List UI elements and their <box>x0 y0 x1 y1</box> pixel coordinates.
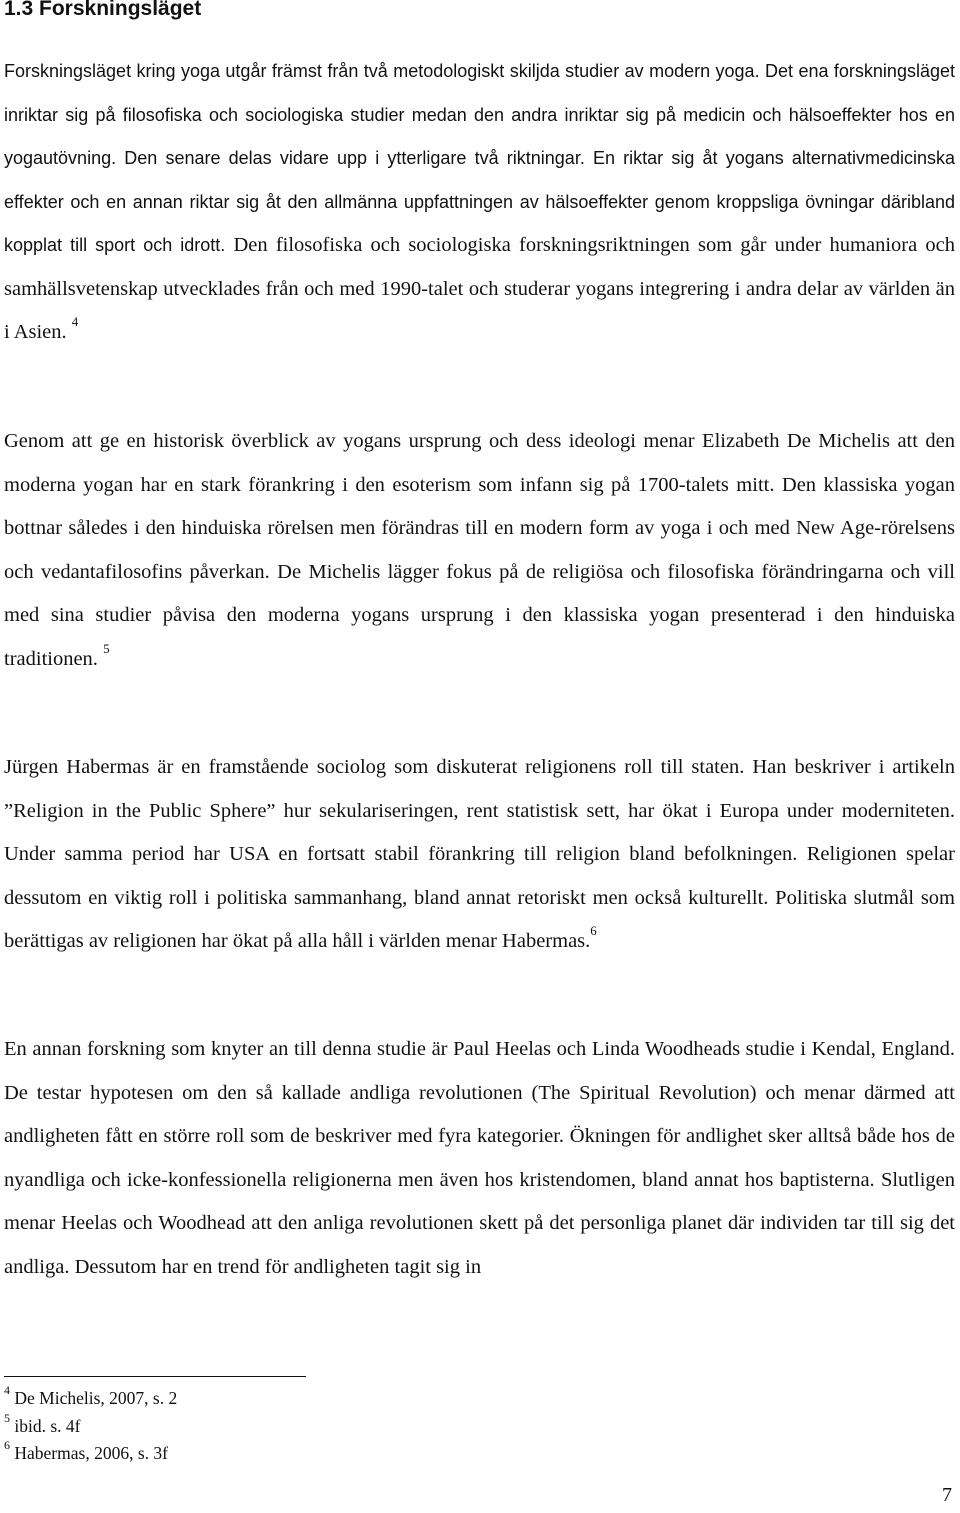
paragraph-research-overview <box>4 50 955 355</box>
paragraph-sans-segment: Forskningsläget kring yoga utgår främst från två metodologiskt skiljda studier av modern yoga. Det ena forskningsläget inriktar sig på filosofiska och sociologiska studier medan den andra inriktar sig på medicin och hälsoeffekter hos en yogautövning. Den senare delas vidare upp i ytterligare två riktningar. <box>4 61 955 168</box>
footnote <box>4 1438 168 1463</box>
footnote-reference: 4 <box>71 314 79 330</box>
footnote-text: Habermas, 2006, s. 3f <box>14 1443 168 1463</box>
paragraph-text: Jürgen Habermas är en framstående sociolog som diskuterat religionens roll till staten. Han beskriver i artikeln ”Religion in the Public Sphere” hur sekulariseringen, rent statistisk sett, har ökat i Europa under moderniteten. Under samma period har USA en fortsatt stabil förankring till religion bland befolkningen. Religionen spelar dessutom en viktig roll i politiska sammanhang, bland annat retoriskt men också kulturellt. Politiska slutmål som berättigas av religionen har ökat på alla håll i världen menar Habermas. <box>4 756 955 952</box>
footnote-number: 5 <box>4 1411 10 1426</box>
paragraph-text: En annan forskning som knyter an till denna studie är Paul Heelas och Linda Woodheads studie i Kendal, England. De testar hypotesen om den så kallade andliga revolutionen (The Spiritual Revolution) och menar därmed att andligheten fått en större roll som de beskriver med fyra kategorier. Ökningen för andlighet sker alltså både hos de nyandliga och icke-konfessionella religionerna men även hos kristendomen, bland annat hos baptisterna. Slutligen menar Heelas och Woodhead att den anliga revolutionen skett på det personliga planet där individen tar till sig det andliga. Dessutom har en trend för andligheten tagit sig in <box>4 1038 955 1278</box>
page-number: 7 <box>942 1484 952 1506</box>
footnote <box>4 1411 81 1436</box>
footnote-number: 6 <box>4 1438 10 1453</box>
paragraph-habermas <box>4 746 955 964</box>
paragraph-sans-segment: En riktar sig åt yogans alternativmedicinska effekter och en annan riktar sig åt den allmänna uppfattningen av hälsoeffekter genom kroppsliga övningar däribland kopplat till sport och idrott. <box>4 148 955 255</box>
footnote <box>4 1383 178 1408</box>
footnote-reference: 6 <box>590 923 597 939</box>
paragraph-heelas-woodhead <box>4 1028 955 1289</box>
paragraph-text: Genom att ge en historisk överblick av yogans ursprung och dess ideologi menar Elizabeth De Michelis att den moderna yogan har en stark förankring i den esoterism som infann sig på 1700-talets mitt. Den klassiska yogan bottnar således i den hinduiska rörelsen men förändras till en modern form av yoga i och med New Age-rörelsens och vedantafilosofins påverkan. De Michelis lägger fokus på de religiösa och filosofiska förändringarna och vill med sina studier påvisa den moderna yogans ursprung i den klassiska yogan presenterad i den hinduiska traditionen. <box>4 430 955 670</box>
paragraph-de-michelis <box>4 420 955 681</box>
section-heading: 1.3 Forskningsläget <box>4 0 202 20</box>
footnote-reference: 5 <box>103 640 110 656</box>
footnote-text: ibid. s. 4f <box>14 1416 81 1436</box>
paragraph-serif-segment: Den filosofiska och sociologiska forskningsriktningen som går under humaniora och samhällsvetenskap utvecklades från och med 1990-talet och studerar yogans integrering i andra delar av världen än i Asien. <box>4 234 955 343</box>
footnote-separator <box>4 1376 306 1377</box>
footnote-number: 4 <box>4 1383 10 1398</box>
footnote-text: De Michelis, 2007, s. 2 <box>14 1388 178 1408</box>
